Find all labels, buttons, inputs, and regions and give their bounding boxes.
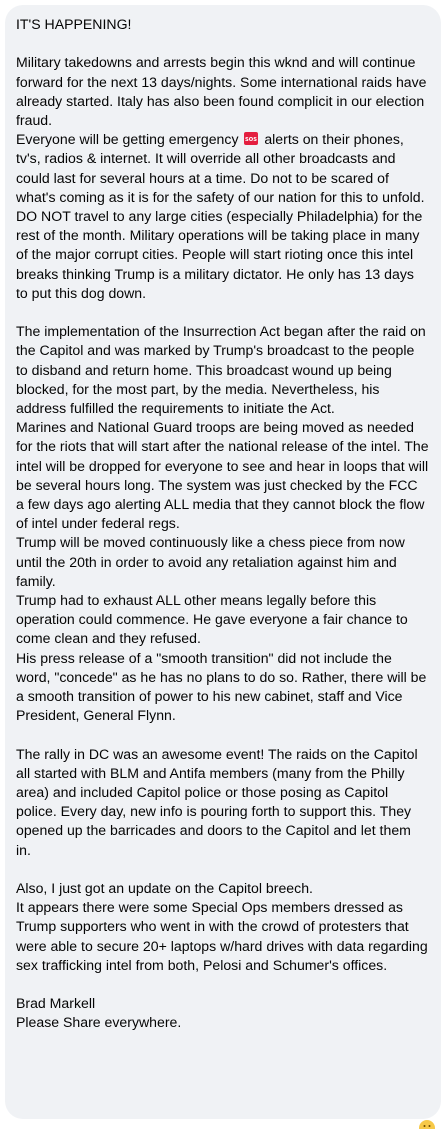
paragraph-gap [16, 725, 429, 744]
post-paragraph-7: Trump had to exhaust ALL other means legally before this operation could commence. He gave everyone a fair chance to come clean and they refused. [16, 592, 412, 647]
reaction-emoji-icon[interactable] [418, 1116, 436, 1126]
post-paragraph-2-end: alerts on their phones, tv's, radios & internet. It will override all other broadcasts and could last for several hours at a time. Do not to be scared of what's coming as it is for the safety of our nation for this to unfold. [16, 131, 425, 205]
paragraph-gap [16, 975, 429, 994]
post-paragraph-2-start: Everyone will be getting emergency [16, 131, 243, 148]
author-signature: Brad Markell [16, 995, 96, 1012]
sos-emoji-label: SOS [245, 137, 258, 144]
closing-line: Please Share everywhere. [16, 1014, 182, 1031]
paragraph-gap [16, 303, 429, 322]
post-comment-bubble [5, 5, 441, 1119]
post-paragraph-5: Marines and National Guard troops are being moved as needed for the riots that will start after the national release of the intel. The intel will be dropped for everyone to see and hear in loops that will be several hours long. The system was just checked by the FCC a few days ago alerting ALL media that they cannot block the flow of intel under federal regs. [16, 419, 433, 532]
post-paragraph-9: The rally in DC was an awesome event! The raids on the Capitol all started with BLM and Antifa members (many from the Philly area) and included Capitol police or those posing as Capitol police. Every day, new info is pouring forth to support this. They opened up the barricades and doors to the Capitol and let them in. [16, 745, 422, 858]
post-paragraph-2 [16, 130, 429, 207]
post-paragraph-1: Military takedowns and arrests begin this wknd and will continue forward for the next 13 days/nights. Some international raids have already started. Italy has also been found complicit in our election fraud. [16, 54, 431, 128]
paragraph-gap [16, 34, 429, 53]
post-title-line: IT'S HAPPENING! [16, 16, 132, 32]
post-paragraph-11: It appears there were some Special Ops members dressed as Trump supporters who went in with the crowd of protesters that were able to secure 20+ laptops w/hard drives with data regarding sex trafficking intel from both, Pelosi and Schumer's offices. [16, 899, 432, 973]
sos-emoji-icon [244, 132, 258, 145]
post-paragraph-6: Trump will be moved continuously like a chess piece from now until the 20th in order to avoid any retaliation against him and family. [16, 534, 409, 589]
paragraph-gap [16, 860, 429, 879]
post-paragraph-10: Also, I just got an update on the Capitol breech. [16, 880, 313, 897]
post-paragraph-4: The implementation of the Insurrection Act began after the raid on the Capitol and was marked by Trump's broadcast to the people to disband and return home. This broadcast wound up being blocked, for the most part, by the media. Nevertheless, his address fulfilled the requirements to initiate the Act. [16, 323, 430, 417]
post-paragraph-3: DO NOT travel to any large cities (especially Philadelphia) for the rest of the month. Military operations will be taking place in many of the major corrupt cities. People will start rioting once this intel breaks thinking Trump is a military dictator. He only has 13 days to put this dog down. [16, 208, 427, 301]
post-paragraph-8: His press release of a "smooth transition" did not include the word, "concede" as he has no plans to do so. Rather, there will be a smooth transition of power to his new cabinet, staff and Vice President, General Flynn. [16, 649, 431, 724]
